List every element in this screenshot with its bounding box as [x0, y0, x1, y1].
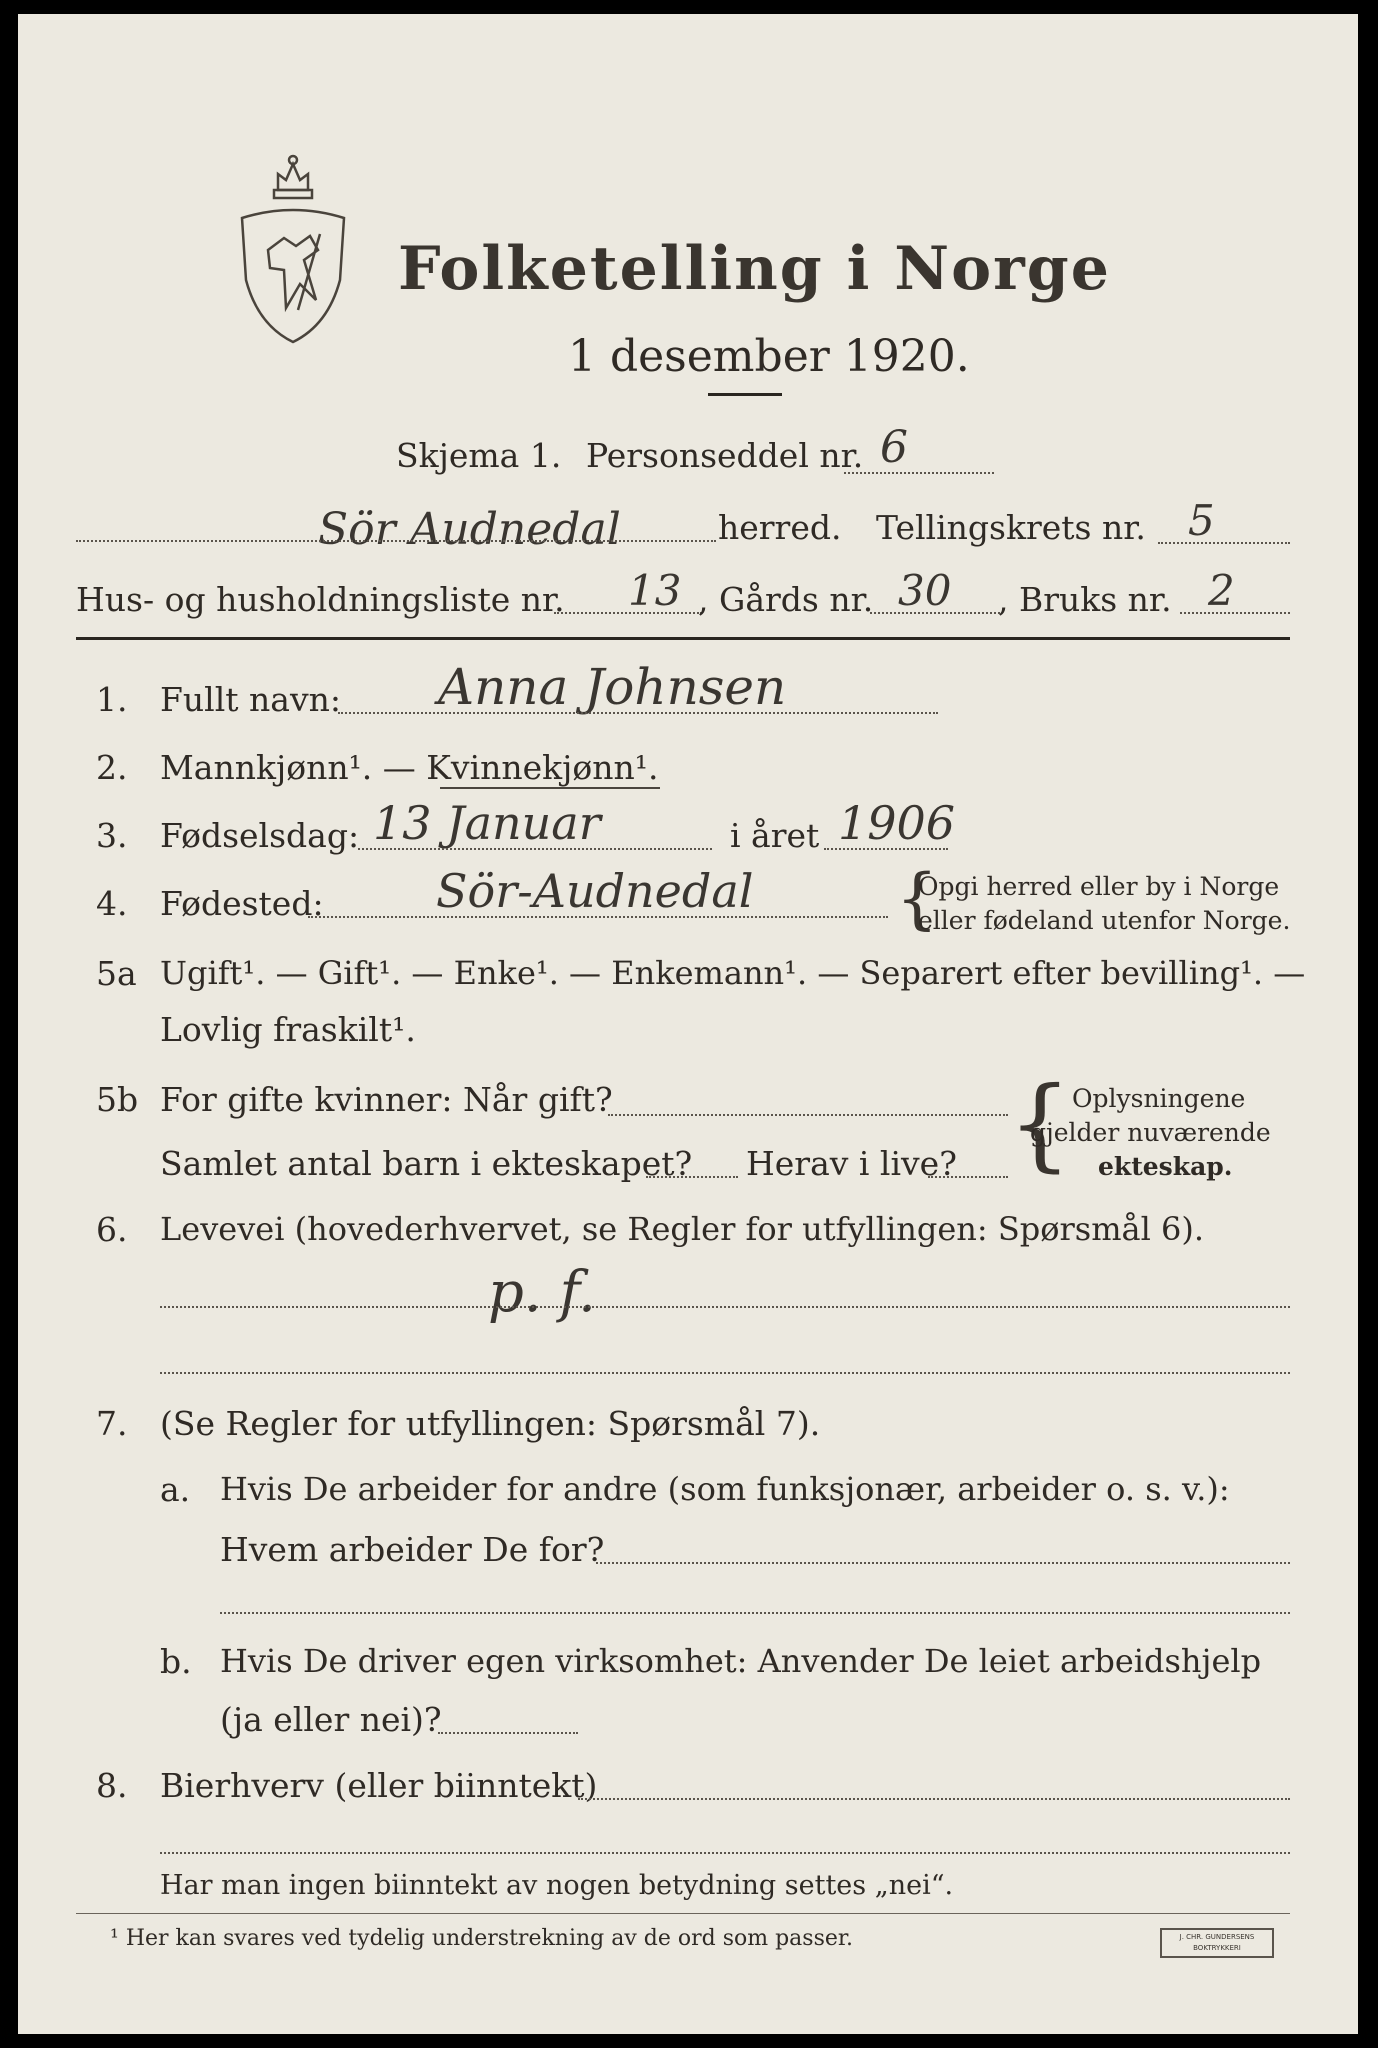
q7b-number: b. [160, 1642, 192, 1681]
bruks-value[interactable]: 2 [1208, 566, 1235, 615]
q4-label: Fødested: [160, 884, 324, 923]
gards-line [870, 612, 1000, 614]
gards-label: , Gårds nr. [698, 580, 874, 619]
q2-underline [440, 787, 660, 789]
q5a-number: 5a [96, 954, 137, 993]
q7a-label: Hvis De arbeider for andre (som funksjonær, arbeider o. s. v.): [220, 1470, 1230, 1508]
q5b-note-line3: ekteskap. [1098, 1152, 1233, 1181]
q6-label: Levevei (hovederhvervet, se Regler for utfyllingen: Spørsmål 6). [160, 1210, 1205, 1248]
q5b-alive-label: Herav i live? [746, 1144, 957, 1183]
census-form-sheet [18, 14, 1358, 2034]
q1-label: Fullt navn: [160, 680, 341, 719]
q5b-note-line2: gjelder nuværende [1030, 1118, 1271, 1147]
herred-value[interactable]: Sör Audnedal [318, 504, 621, 555]
form-title: Folketelling i Norge [398, 234, 1111, 304]
q7-label: (Se Regler for utfyllingen: Spørsmål 7). [160, 1404, 821, 1443]
q4-birthplace-value[interactable]: Sör-Audnedal [436, 864, 754, 918]
q2-label: Mannkjønn¹. — Kvinnekjønn¹. [160, 748, 659, 787]
q1-fullname-value[interactable]: Anna Johnsen [438, 658, 787, 716]
q3-year-value[interactable]: 1906 [838, 796, 956, 850]
q4-number: 4. [96, 884, 128, 923]
herred-line [76, 540, 716, 542]
q8-note: Har man ingen biinntekt av nogen betydning settes „nei“. [160, 1870, 954, 1901]
coat-of-arms-icon [228, 150, 358, 350]
footnote: ¹ Her kan svares ved tydelig understrekning av de ord som passer. [110, 1926, 853, 1951]
q4-note-line1: Opgi herred eller by i Norge [918, 872, 1280, 901]
liste-value[interactable]: 13 [628, 566, 682, 615]
q7b-label: Hvis De driver egen virksomhet: Anvender De leiet arbeidshjelp [220, 1642, 1262, 1680]
liste-line [554, 612, 702, 614]
q8-line2 [160, 1852, 1290, 1854]
q4-line [308, 916, 888, 918]
gards-value[interactable]: 30 [898, 566, 952, 615]
personseddel-label: Personseddel nr. [586, 436, 864, 475]
q5b-children-label: Samlet antal barn i ekteskapet? [160, 1144, 693, 1183]
liste-label: Hus- og husholdningsliste nr. [76, 580, 565, 619]
q7a-number: a. [160, 1470, 191, 1509]
q3-number: 3. [96, 816, 128, 855]
q5b-alive-line [928, 1176, 1008, 1178]
schema-label: Skjema 1. [396, 436, 562, 475]
q6-occupation-value[interactable]: p. f. [488, 1260, 596, 1325]
q5b-children-line [646, 1176, 738, 1178]
tellingskrets-line [1158, 542, 1290, 544]
personseddel-line [844, 472, 994, 474]
q7a-line2 [220, 1612, 1290, 1614]
footnote-divider [76, 1913, 1290, 1914]
tellingskrets-label: Tellingskrets nr. [876, 508, 1146, 547]
printer-stamp [1160, 1928, 1274, 1958]
bruks-line [1180, 612, 1290, 614]
herred-label: herred. [718, 508, 842, 547]
q2-number: 2. [96, 748, 128, 787]
q4-note-line2: eller fødeland utenfor Norge. [918, 906, 1291, 935]
q5b-note-line1: Oplysningene [1072, 1084, 1246, 1113]
q3-year-line [824, 848, 948, 850]
q3-label: Fødselsdag: [160, 816, 360, 855]
q3-birthday-value[interactable]: 13 Januar [373, 796, 601, 850]
q7a-employer-label: Hvem arbeider De for? [220, 1530, 605, 1569]
bruks-label: , Bruks nr. [998, 580, 1172, 619]
q5a-label-line2: Lovlig fraskilt¹. [160, 1010, 416, 1049]
q6-number: 6. [96, 1210, 128, 1249]
q6-line2 [160, 1372, 1290, 1374]
q5b-married-line [608, 1114, 1008, 1116]
q1-number: 1. [96, 680, 128, 719]
q5b-number: 5b [96, 1080, 139, 1119]
title-divider [708, 393, 782, 396]
q8-line1 [578, 1798, 1290, 1800]
q3-line [358, 848, 712, 850]
personseddel-value[interactable]: 6 [880, 422, 908, 473]
q5b-label: For gifte kvinner: Når gift? [160, 1080, 613, 1119]
q5a-label: Ugift¹. — Gift¹. — Enke¹. — Enkemann¹. — Separert efter bevilling¹. — [160, 954, 1306, 992]
q7b-yesno-label: (ja eller nei)? [220, 1700, 442, 1739]
q4-brace: { [896, 860, 938, 937]
q6-line1 [160, 1306, 1290, 1308]
census-date: 1 desember 1920. [568, 331, 970, 382]
q1-line [338, 712, 938, 714]
q3-year-label: i året [730, 816, 820, 855]
printer-stamp-text: J. CHR. GUNDERSENS BOKTRYKKERI [1179, 1933, 1255, 1952]
q7b-yesno-line [438, 1732, 578, 1734]
tellingskrets-value[interactable]: 5 [1188, 496, 1215, 545]
q7-number: 7. [96, 1404, 128, 1443]
q7a-employer-line [596, 1562, 1290, 1564]
q8-number: 8. [96, 1766, 128, 1805]
header-rule [76, 637, 1290, 640]
q8-label: Bierhverv (eller biinntekt) [160, 1766, 598, 1805]
q5b-brace: { [1008, 1065, 1072, 1182]
